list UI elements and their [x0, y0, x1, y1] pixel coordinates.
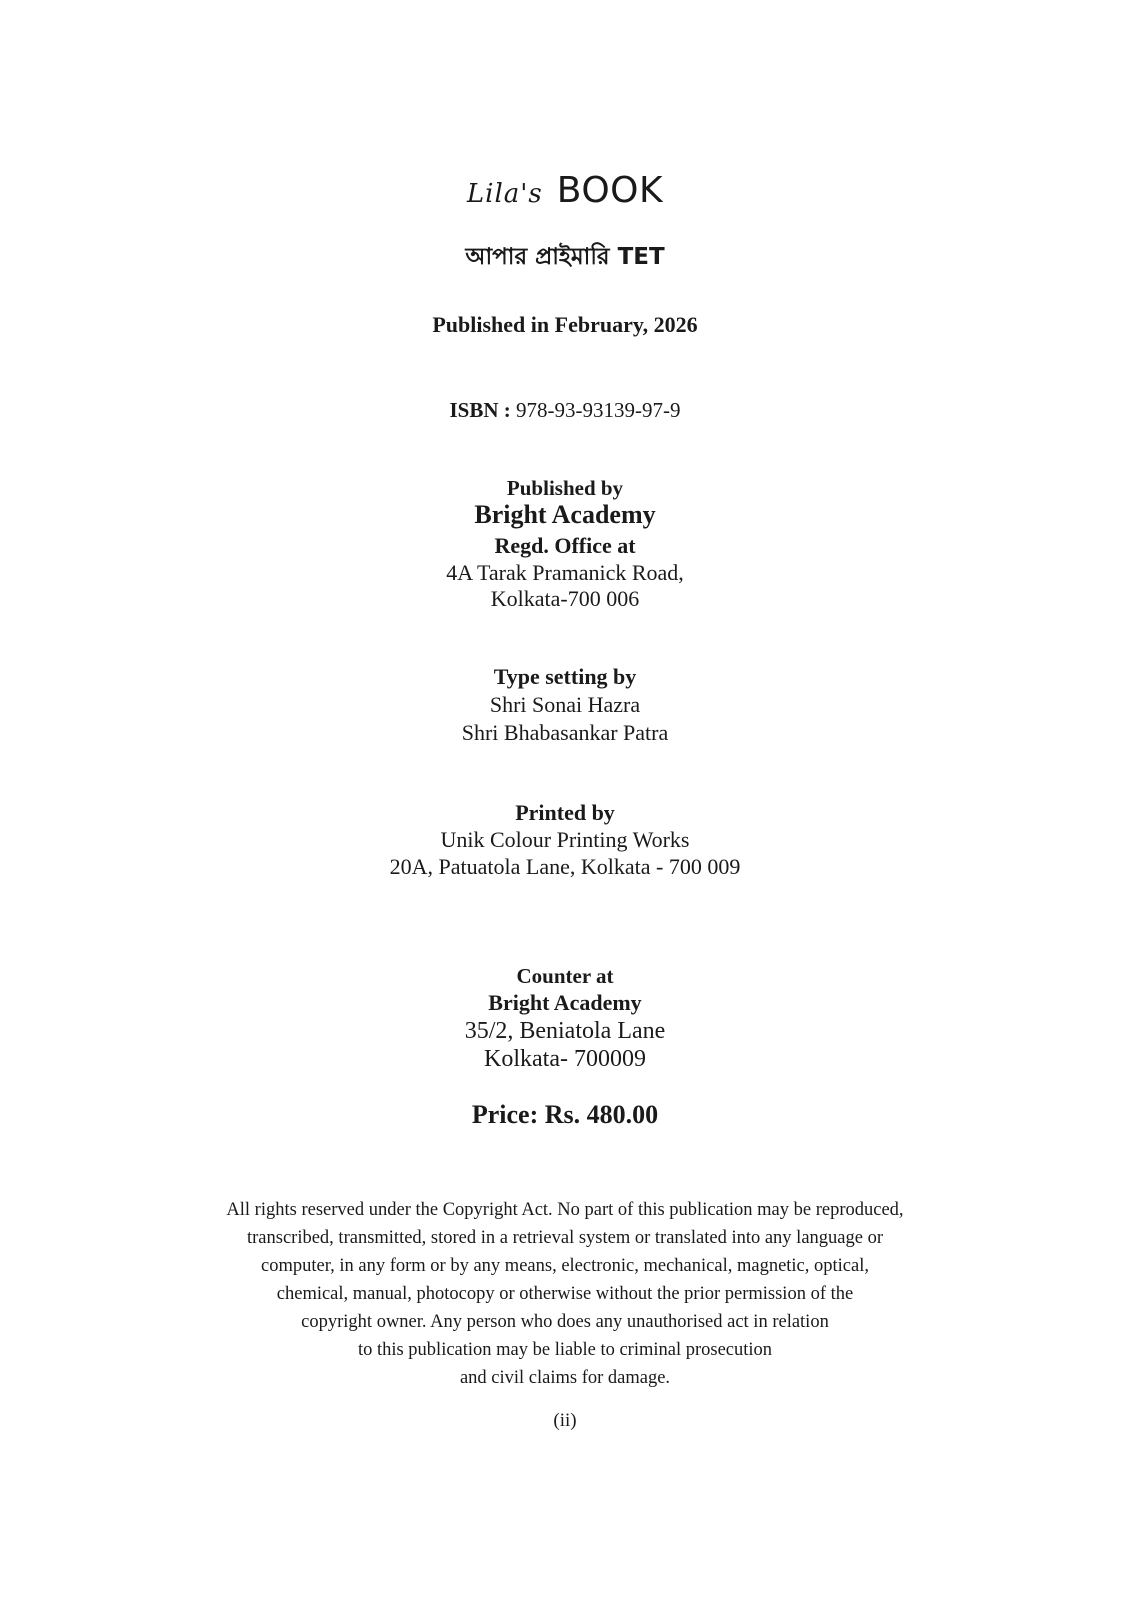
- counter-heading: Counter at: [516, 964, 614, 988]
- brand-logo: [0, 170, 1130, 220]
- brand-script: Lila's: [466, 179, 543, 209]
- counter-name: Bright Academy: [488, 990, 642, 1015]
- publisher-name: Bright Academy: [474, 500, 656, 529]
- copyright-line: to this publication may be liable to criminal prosecution: [357, 1340, 773, 1360]
- regd-office-label: Regd. Office at: [494, 533, 636, 558]
- copyright-line: All rights reserved under the Copyright Act. No part of this publication may be reproduced,: [226, 1200, 904, 1220]
- typesetting-heading: Type setting by: [493, 664, 637, 689]
- copyright-line: computer, in any form or by any means, electronic, mechanical, magnetic, optical,: [261, 1256, 869, 1276]
- counter-address-line2: Kolkata- 700009: [484, 1046, 646, 1072]
- publisher-address-line2: Kolkata-700 006: [490, 586, 640, 611]
- page-number: (ii): [553, 1410, 577, 1431]
- printer-heading: Printed by: [515, 800, 615, 825]
- copyright-line: and civil claims for damage.: [459, 1368, 671, 1388]
- copyright-line: copyright owner. Any person who does any unauthorised act in relation: [301, 1312, 829, 1332]
- isbn-label: ISBN :: [449, 398, 511, 422]
- publication-date: Published in February, 2026: [432, 312, 698, 337]
- printer-name: Unik Colour Printing Works: [440, 827, 690, 852]
- typesetter-name: Shri Bhabasankar Patra: [461, 720, 669, 745]
- printer-address: 20A, Patuatola Lane, Kolkata - 700 009: [389, 854, 741, 879]
- publisher-address-line1: 4A Tarak Pramanick Road,: [446, 560, 684, 585]
- price: Price: Rs. 480.00: [471, 1100, 659, 1129]
- copyright-notice: [150, 1196, 980, 1392]
- copyright-line: transcribed, transmitted, stored in a retrieval system or translated into any language or: [247, 1228, 883, 1248]
- copyright-line: chemical, manual, photocopy or otherwise without the prior permission of the: [276, 1284, 854, 1304]
- brand-main: BOOK: [556, 170, 664, 211]
- isbn: [0, 398, 1130, 423]
- isbn-value: 978-93-93139-97-9: [516, 398, 681, 422]
- book-title: আপার প্রাইমারি TET: [465, 244, 665, 270]
- typesetter-name: Shri Sonai Hazra: [489, 692, 641, 717]
- counter-address-line1: 35/2, Beniatola Lane: [464, 1018, 666, 1044]
- publisher-heading: Published by: [506, 476, 624, 500]
